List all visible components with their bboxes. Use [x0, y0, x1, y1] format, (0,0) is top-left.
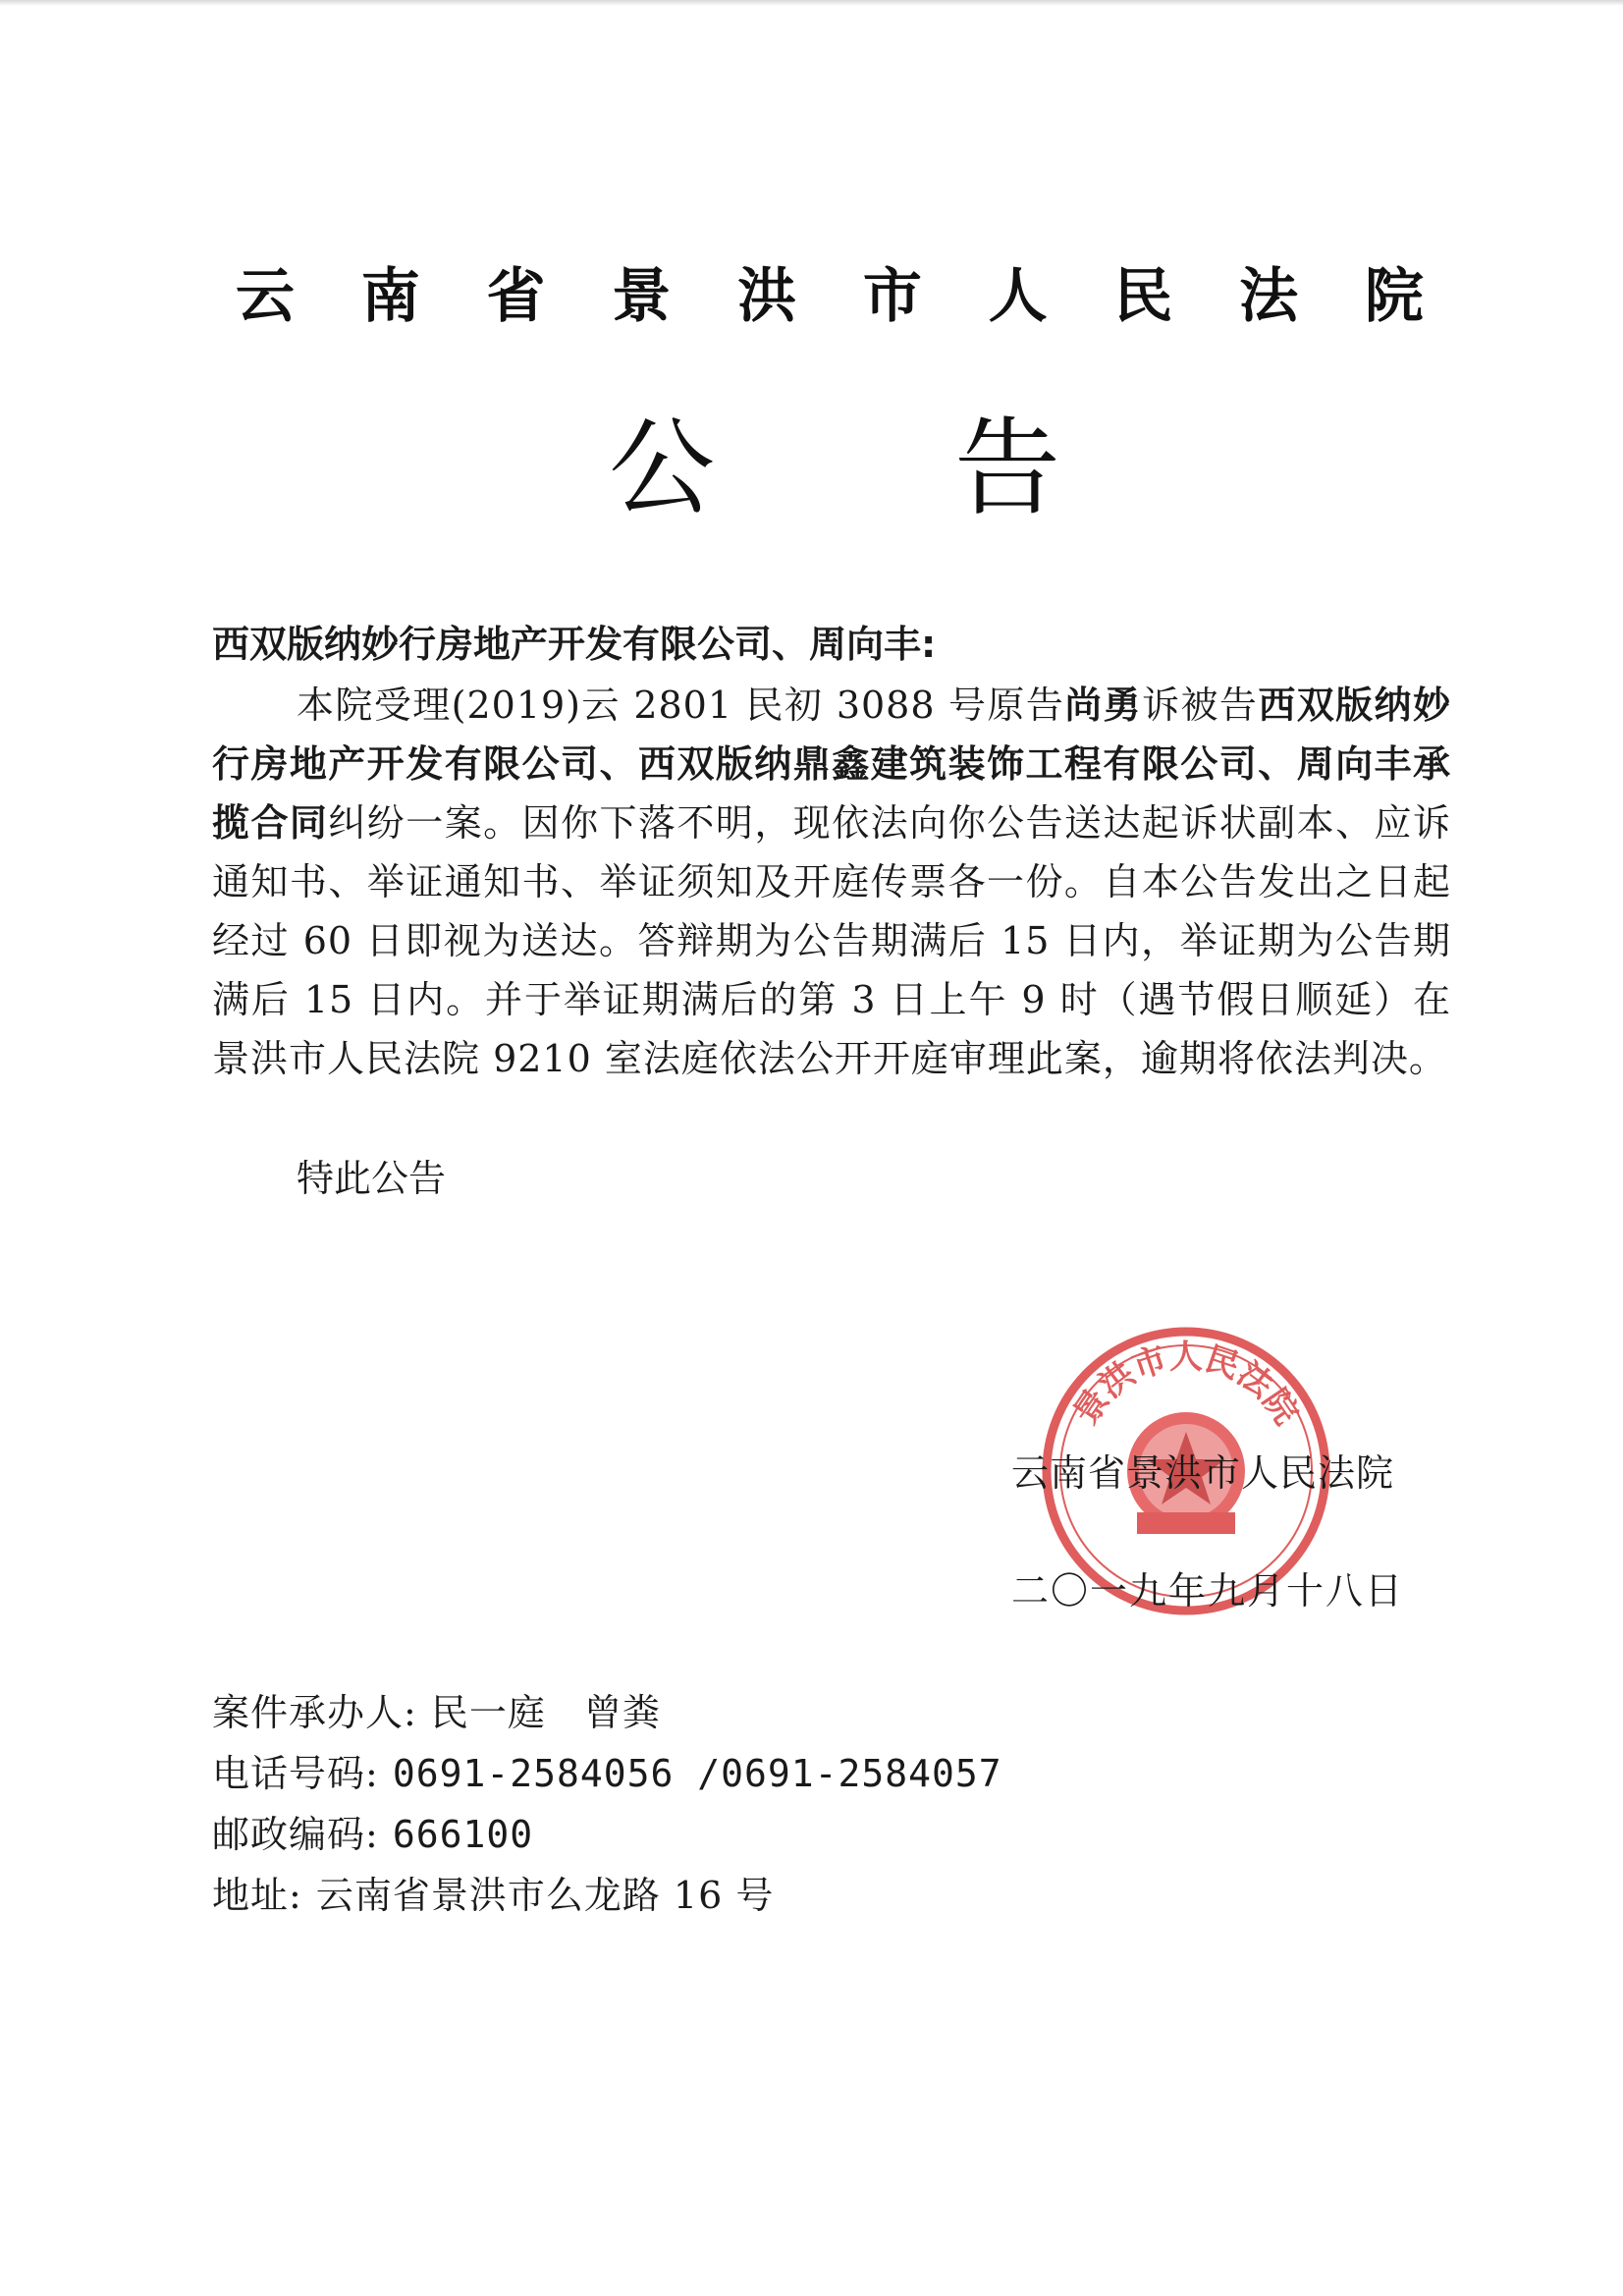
seal-text: 景洪市人民法院	[1066, 1338, 1306, 1432]
court-char: 民	[1113, 262, 1173, 331]
court-char: 院	[1364, 262, 1424, 331]
scan-edge	[0, 0, 1623, 6]
handler-value: 民一庭 曾粪	[430, 1691, 661, 1734]
handler-label: 案件承办人:	[212, 1691, 417, 1734]
notice-title	[609, 410, 1060, 528]
addressee: 西双版纳妙行房地产开发有限公司、周向丰:	[212, 623, 937, 666]
postal-value: 666100	[392, 1813, 534, 1856]
phone-value: 0691-2584056 /0691-2584057	[392, 1752, 1002, 1795]
signature-org: 云南省景洪市人民法院	[1011, 1451, 1395, 1495]
court-char: 景	[612, 262, 672, 331]
closing-text: 特此公告	[297, 1157, 447, 1200]
court-char: 云	[236, 262, 295, 331]
plaintiff-name: 尚勇	[1064, 683, 1143, 727]
phone-label: 电话号码:	[212, 1752, 379, 1795]
court-char: 省	[486, 262, 546, 331]
address-value: 云南省景洪市么龙路 16 号	[315, 1874, 775, 1917]
contact-address	[212, 1868, 774, 1923]
contact-phone	[212, 1746, 1002, 1801]
body-part: 诉被告	[1142, 683, 1259, 727]
defendant-names: 西双版纳妙行房地产开发有限公司、西双版纳鼎鑫建筑装饰工程有限公司、周向丰	[212, 683, 1451, 786]
case-type: 承揽合同	[212, 742, 1451, 845]
contact-postal	[212, 1807, 533, 1862]
court-name-heading	[226, 257, 1434, 336]
postal-label: 邮政编码:	[212, 1813, 379, 1856]
notice-body	[212, 676, 1451, 1088]
contact-handler	[212, 1685, 661, 1740]
court-char: 南	[360, 262, 420, 331]
court-char: 洪	[737, 262, 797, 331]
title-char: 告	[953, 408, 1060, 530]
title-char: 公	[609, 408, 716, 530]
court-char: 市	[862, 262, 922, 331]
body-part: 纠纷一案。因你下落不明，现依法向你公告送达起诉状副本、应诉通知书、举证通知书、举证须知及开庭传票各一份。自本公告发出之日起经过 60 日即视为送达。答辩期为公告期满后 15 日内，举证期为公告期满后 15 日内。并于举证期满后的第 3 日上午 9 时（遇节假日顺延）在景洪市人民法院 9210 室法庭依法公开开庭审理此案，逾期将依法判决。	[212, 801, 1451, 1080]
court-char: 人	[988, 262, 1048, 331]
court-char: 法	[1239, 262, 1299, 331]
address-label: 地址:	[212, 1874, 302, 1917]
signature-date: 二〇一九年九月十八日	[1011, 1569, 1405, 1613]
body-part: 本院受理(2019)云 2801 民初 3088 号原告	[297, 683, 1065, 727]
